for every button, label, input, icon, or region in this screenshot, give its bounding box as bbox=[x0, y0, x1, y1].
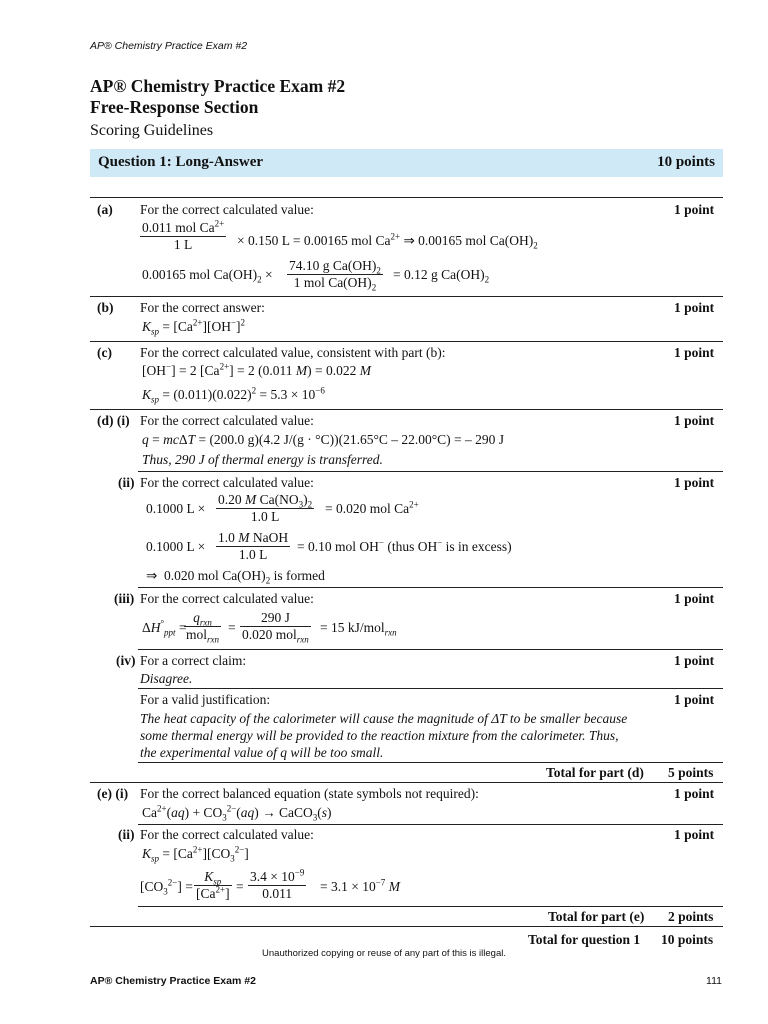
rule bbox=[90, 782, 723, 783]
part-d-i-equation: q = mcΔT = (200.0 g)(4.2 J/(g · °C))(21.65°C – 22.00°C) = – 290 J bbox=[142, 432, 504, 447]
point-value: 1 point bbox=[674, 786, 715, 801]
part-d-iii-fraction-1: $q_{rxn}$ mol$_{rxn}$ bbox=[186, 610, 220, 645]
part-d-ii-tag: (ii) bbox=[118, 475, 135, 490]
part-d-iv-justification-1: The heat capacity of the calorimeter will cause the magnitude of ΔT to be smaller because bbox=[140, 711, 628, 726]
rule bbox=[138, 649, 723, 650]
part-e-ii-desc: For the correct calculated value: bbox=[140, 827, 314, 842]
total-part-d-label: Total for part (d) bbox=[546, 765, 644, 780]
part-d-iv-justification-desc: For a valid justification: bbox=[140, 692, 271, 707]
part-e-ii-result: = $3.1 \times 10^{-7}$ M bbox=[320, 877, 400, 894]
part-d-ii-desc: For the correct calculated value: bbox=[140, 475, 314, 490]
part-d-iv-justification-3: the experimental value of q will be too small. bbox=[140, 745, 384, 760]
footer-title: AP® Chemistry Practice Exam #2 bbox=[90, 975, 256, 987]
part-c-tag: (c) bbox=[97, 345, 112, 360]
part-d-iii-fraction-2: 290 J 0.020 mol$_{rxn}$ bbox=[242, 610, 309, 645]
question-header-bar bbox=[90, 149, 723, 177]
page-title: AP® Chemistry Practice Exam #2 Free-Response Section bbox=[90, 76, 346, 117]
point-value: 1 point bbox=[674, 413, 715, 428]
part-c-equation-2: $K_{sp} = (0.011)(0.022)^2 = 5.3 \times 10^{-6}$ bbox=[142, 385, 325, 405]
part-d-iv-claim: Disagree. bbox=[140, 671, 193, 686]
part-d-iii-tag: (iii) bbox=[114, 591, 135, 606]
point-value: 1 point bbox=[674, 591, 715, 606]
part-d-ii-fraction-2: 1.0 M NaOH 1.0 L bbox=[218, 530, 289, 562]
part-d-ii-eq1-left: 0.1000 L × bbox=[146, 501, 206, 516]
question-label: Question 1: Long-Answer bbox=[98, 154, 264, 170]
part-b-desc: For the correct answer: bbox=[140, 300, 265, 315]
part-a-equation-2: 0.00165 mol $Ca(OH)_2$ × bbox=[142, 267, 273, 285]
total-question-points: 10 points bbox=[661, 932, 714, 947]
part-d-ii-fraction-1: 0.20 M $Ca(NO_3)_2$ 1.0 L bbox=[218, 492, 313, 524]
part-a-fraction-2: 74.10 g $Ca(OH)_2$ 1 mol $Ca(OH)_2$ bbox=[289, 258, 381, 293]
subtitle: Scoring Guidelines bbox=[90, 122, 214, 139]
rule bbox=[138, 906, 723, 907]
point-value: 1 point bbox=[674, 653, 715, 668]
rule bbox=[90, 341, 723, 342]
rule bbox=[138, 471, 723, 472]
part-e-ii-tag: (ii) bbox=[118, 827, 135, 842]
total-part-d-points: 5 points bbox=[668, 765, 714, 780]
part-b-equation: $K_{sp} = [Ca^{2+}][OH^-]^2$ bbox=[142, 317, 246, 337]
part-a-desc: For the correct calculated value: bbox=[140, 202, 314, 217]
rule bbox=[90, 926, 723, 927]
part-e-ii-fraction-2: $3.4 \times 10^{-9}$ 0.011 bbox=[250, 867, 305, 901]
part-a-tag: (a) bbox=[97, 202, 113, 217]
part-d-ii-eq1-right: = 0.020 mol $Ca^{2+}$ bbox=[325, 499, 419, 516]
part-b-tag: (b) bbox=[97, 300, 114, 315]
point-value: 1 point bbox=[674, 692, 715, 707]
part-e-ii-ksp-expression: $K_{sp} = [Ca^{2+}][CO_3^{2-}]$ bbox=[142, 844, 249, 864]
rule bbox=[90, 197, 723, 198]
total-question-label: Total for question 1 bbox=[528, 932, 641, 947]
part-d-iv-justification-2: some thermal energy will be provided to the reaction mixture from the calorimeter. Thus, bbox=[140, 728, 619, 743]
question-points: 10 points bbox=[657, 154, 715, 170]
part-d-ii-eq2-right: = 0.10 mol OH− (thus OH− is in excess) bbox=[297, 537, 512, 554]
point-value: 1 point bbox=[674, 827, 715, 842]
part-e-i-equation: $Ca^{2+}(aq) + CO_3^{2-}(aq)$ → CaCO$_3$(s) bbox=[142, 803, 332, 823]
part-e-i-desc: For the correct balanced equation (state symbols not required): bbox=[140, 786, 479, 801]
part-e-ii-fraction-1: $K_{sp}$ $[Ca^{2+}]$ bbox=[196, 869, 230, 901]
point-value: 1 point bbox=[674, 475, 715, 490]
part-c-equation-1: [OH−] = 2 $[Ca^{2+}] = 2$ (0.011 M) = 0.022 M bbox=[142, 361, 371, 378]
rule bbox=[138, 587, 723, 588]
rule bbox=[90, 296, 723, 297]
part-d-i-note: Thus, 290 J of thermal energy is transferred. bbox=[142, 452, 383, 467]
part-d-iii-eq-sign: = bbox=[228, 620, 236, 635]
rule bbox=[90, 409, 723, 410]
copyright-note: Unauthorized copying or reuse of any part of this is illegal. bbox=[262, 948, 506, 959]
part-d-iv-desc: For a correct claim: bbox=[140, 653, 247, 668]
part-d-iv-tag: (iv) bbox=[116, 653, 136, 668]
part-d-iii-desc: For the correct calculated value: bbox=[140, 591, 314, 606]
part-e-ii-lhs: $[CO_3^{2-}]$ = bbox=[140, 877, 193, 897]
part-d-i-desc: For the correct calculated value: bbox=[140, 413, 314, 428]
part-c-desc: For the correct calculated value, consistent with part (b): bbox=[140, 345, 446, 360]
part-a-fraction: 0.011 mol $Ca^{2+}$ 1 L bbox=[142, 218, 225, 252]
point-value: 1 point bbox=[674, 300, 715, 315]
part-d-ii-eq3: ⇒ 0.020 mol $Ca(OH)_2$ is formed bbox=[146, 568, 325, 586]
part-d-ii-eq2-left: 0.1000 L × bbox=[146, 539, 206, 554]
point-value: 1 point bbox=[674, 345, 715, 360]
part-e-ii-eq-sign: = bbox=[236, 879, 244, 894]
total-part-e-label: Total for part (e) bbox=[548, 909, 645, 924]
point-value: 1 point bbox=[674, 202, 715, 217]
rule bbox=[138, 762, 723, 763]
rule bbox=[138, 688, 723, 689]
part-d-iii-result: = 15 kJ/mol$_{rxn}$ bbox=[320, 620, 397, 638]
part-d-iii-lhs: $\Delta H^\circ_{ppt}$ = bbox=[142, 618, 187, 638]
part-e-i-tag: (e) (i) bbox=[97, 786, 129, 801]
part-a-equation-1: × 0.150 L = 0.00165 mol $Ca^{2+}$ ⇒ 0.00165 mol $Ca(OH)_2$ bbox=[237, 231, 538, 251]
running-header: AP® Chemistry Practice Exam #2 bbox=[90, 40, 248, 52]
part-d-i-tag: (d) (i) bbox=[97, 413, 130, 428]
total-part-e-points: 2 points bbox=[668, 909, 714, 924]
page-number: 111 bbox=[706, 975, 722, 987]
rule bbox=[138, 824, 723, 825]
part-a-result: = 0.12 g $Ca(OH)_2$ bbox=[393, 267, 490, 285]
